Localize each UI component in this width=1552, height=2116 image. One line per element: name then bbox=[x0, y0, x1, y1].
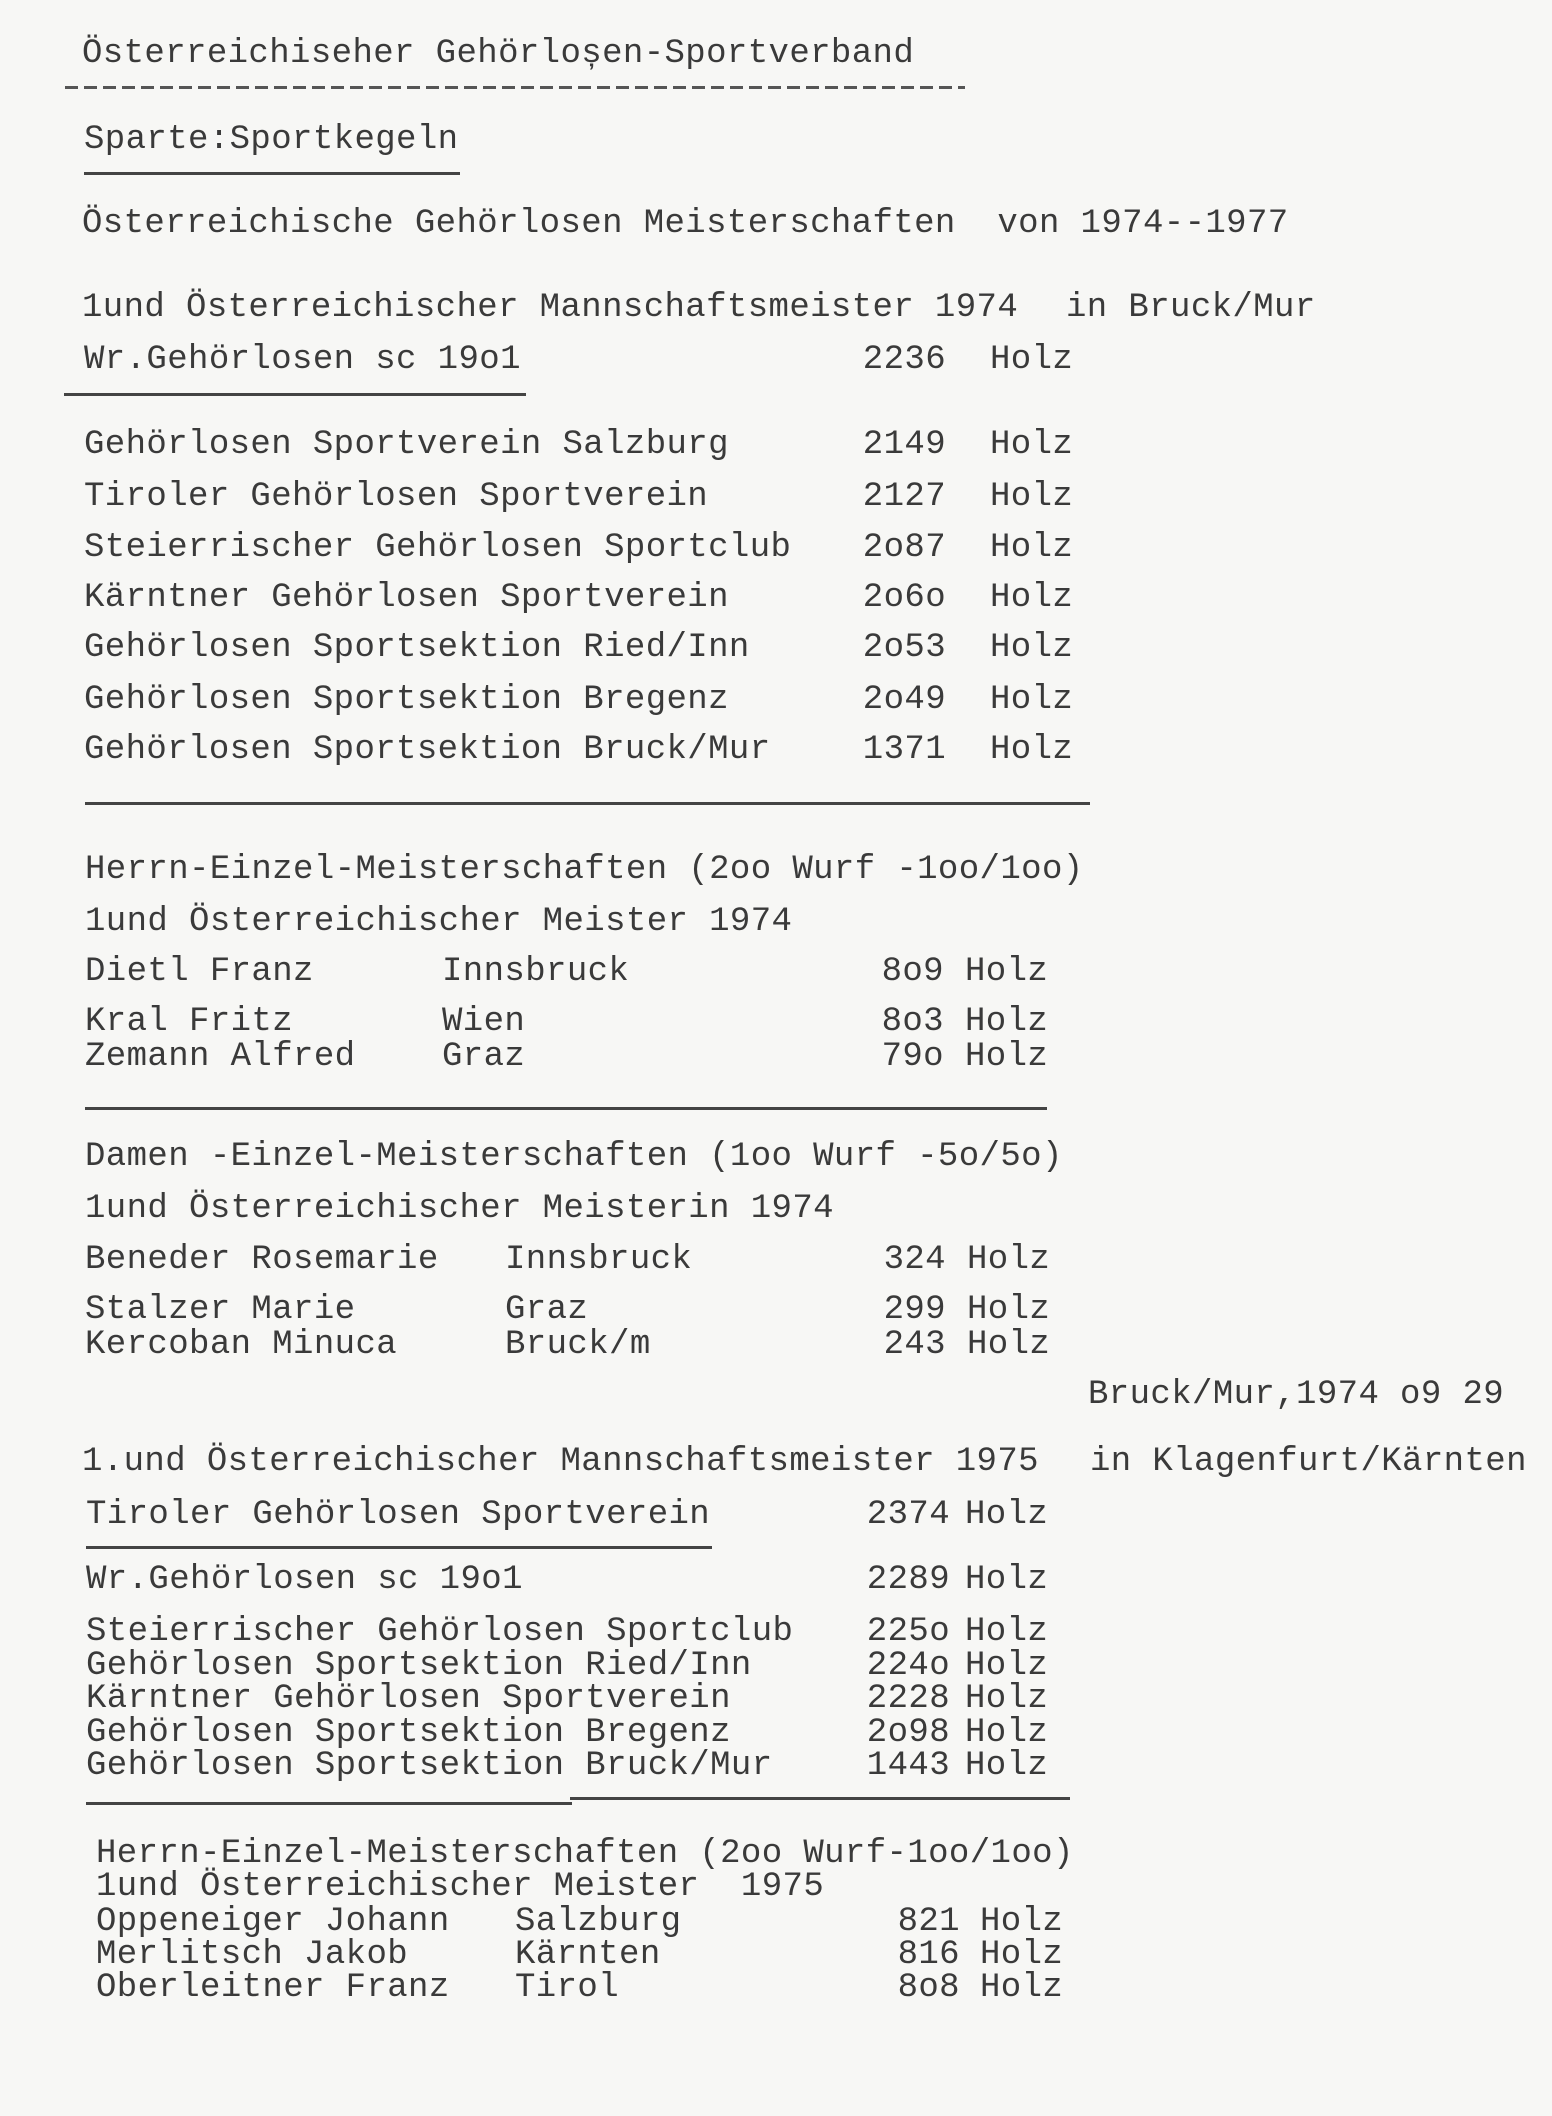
unit-label: Holz bbox=[990, 529, 1074, 567]
player-city: Bruck/m bbox=[505, 1326, 651, 1364]
player-score: 299 bbox=[883, 1291, 946, 1329]
section-divider bbox=[85, 1107, 1047, 1110]
player-name: Dietl Franz bbox=[85, 953, 314, 991]
team-1975-location: in Klagenfurt/Kärnten bbox=[1090, 1443, 1527, 1481]
player-score: 324 bbox=[883, 1241, 946, 1279]
unit-label: Holz bbox=[990, 341, 1074, 379]
team-score: 1443 bbox=[866, 1747, 950, 1785]
team-1974-winner-score: 2236 bbox=[862, 341, 946, 379]
player-name: Oberleitner Franz bbox=[96, 1969, 450, 2007]
player-score: 821 bbox=[897, 1903, 960, 1941]
division-label: Sparte:Sportkegeln bbox=[84, 121, 459, 159]
team-1974-location: in Bruck/Mur bbox=[1066, 289, 1316, 327]
team-name: Gehörlosen Sportsektion Ried/Inn bbox=[84, 629, 750, 667]
team-score: 2o49 bbox=[862, 681, 946, 719]
unit-label: Holz bbox=[967, 1326, 1051, 1364]
team-1974-heading: 1und Österreichischer Mannschaftsmeister 1974 bbox=[82, 289, 1019, 327]
unit-label: Holz bbox=[990, 478, 1074, 516]
team-1975-heading: 1.und Österreichischer Mannschaftsmeister 1975 bbox=[82, 1443, 1039, 1481]
player-score: 243 bbox=[883, 1326, 946, 1364]
team-name: Gehörlosen Sportsektion Bruck/Mur bbox=[84, 731, 771, 769]
unit-label: Holz bbox=[965, 1038, 1049, 1076]
winner-underline bbox=[86, 1546, 712, 1549]
unit-label: Holz bbox=[990, 426, 1074, 464]
section-divider bbox=[570, 1797, 1070, 1800]
section-divider bbox=[86, 1802, 572, 1805]
player-name: Merlitsch Jakob bbox=[96, 1936, 409, 1974]
unit-label: Holz bbox=[980, 1969, 1064, 2007]
team-score: 2228 bbox=[866, 1680, 950, 1718]
unit-label: Holz bbox=[990, 579, 1074, 617]
division-underline bbox=[84, 172, 460, 175]
player-name: Kral Fritz bbox=[85, 1003, 294, 1041]
player-name: Beneder Rosemarie bbox=[85, 1241, 439, 1279]
player-score: 8o8 bbox=[897, 1969, 960, 2007]
team-score: 2o98 bbox=[866, 1714, 950, 1752]
team-name: Gehörlosen Sportsektion Bregenz bbox=[86, 1714, 731, 1752]
men-1975-heading: Herrn-Einzel-Meisterschaften (2oo Wurf-1oo/1oo) bbox=[96, 1835, 1074, 1873]
unit-label: Holz bbox=[990, 629, 1074, 667]
team-name: Gehörlosen Sportverein Salzburg bbox=[84, 426, 729, 464]
player-score: 79o bbox=[881, 1038, 944, 1076]
team-name: Kärntner Gehörlosen Sportverein bbox=[86, 1680, 731, 1718]
unit-label: Holz bbox=[965, 1613, 1049, 1651]
player-city: Tirol bbox=[515, 1969, 620, 2007]
team-name: Steierrischer Gehörlosen Sportclub bbox=[84, 529, 792, 567]
unit-label: Holz bbox=[965, 1714, 1049, 1752]
team-score: 2o87 bbox=[862, 529, 946, 567]
unit-label: Holz bbox=[965, 1561, 1049, 1599]
unit-label: Holz bbox=[990, 731, 1074, 769]
women-1974-subheading: 1und Österreichischer Meisterin 1974 bbox=[85, 1190, 834, 1228]
signature-date: Bruck/Mur,1974 o9 29 bbox=[1088, 1376, 1505, 1414]
document-title: Österreichische Gehörlosen Meisterschaften von 1974--1977 bbox=[82, 205, 1289, 243]
team-score: 2o53 bbox=[862, 629, 946, 667]
player-city: Wien bbox=[442, 1003, 526, 1041]
unit-label: Holz bbox=[965, 1496, 1049, 1534]
team-1974-winner-name: Wr.Gehörlosen sc 19o1 bbox=[84, 341, 521, 379]
unit-label: Holz bbox=[980, 1903, 1064, 1941]
player-score: 8o9 bbox=[881, 953, 944, 991]
team-1975-winner-name: Tiroler Gehörlosen Sportverein bbox=[86, 1496, 711, 1534]
team-name: Kärntner Gehörlosen Sportverein bbox=[84, 579, 729, 617]
team-1975-winner-score: 2374 bbox=[866, 1496, 950, 1534]
unit-label: Holz bbox=[965, 953, 1049, 991]
winner-underline bbox=[64, 393, 526, 396]
player-city: Salzburg bbox=[515, 1903, 682, 1941]
unit-label: Holz bbox=[965, 1003, 1049, 1041]
unit-label: Holz bbox=[965, 1747, 1049, 1785]
player-name: Oppeneiger Johann bbox=[96, 1903, 450, 1941]
player-city: Graz bbox=[505, 1291, 589, 1329]
player-city: Innsbruck bbox=[442, 953, 630, 991]
section-divider bbox=[85, 802, 1090, 805]
team-score: 224o bbox=[866, 1647, 950, 1685]
player-score: 816 bbox=[897, 1936, 960, 1974]
unit-label: Holz bbox=[990, 681, 1074, 719]
unit-label: Holz bbox=[980, 1936, 1064, 1974]
player-name: Zemann Alfred bbox=[85, 1038, 356, 1076]
player-city: Graz bbox=[442, 1038, 526, 1076]
team-name: Gehörlosen Sportsektion Bruck/Mur bbox=[86, 1747, 773, 1785]
player-name: Kercoban Minuca bbox=[85, 1326, 398, 1364]
player-score: 8o3 bbox=[881, 1003, 944, 1041]
team-score: 2149 bbox=[862, 426, 946, 464]
team-score: 2127 bbox=[862, 478, 946, 516]
team-score: 1371 bbox=[862, 731, 946, 769]
team-name: Gehörlosen Sportsektion Bregenz bbox=[84, 681, 729, 719]
unit-label: Holz bbox=[965, 1680, 1049, 1718]
team-score: 2o6o bbox=[862, 579, 946, 617]
men-1974-subheading: 1und Österreichischer Meister 1974 bbox=[85, 903, 793, 941]
player-city: Kärnten bbox=[515, 1936, 661, 1974]
organization-title: Österreichiseher Gehörloșen-Sportverband bbox=[82, 35, 915, 73]
player-city: Innsbruck bbox=[505, 1241, 693, 1279]
unit-label: Holz bbox=[967, 1241, 1051, 1279]
team-name: Steierrischer Gehörlosen Sportclub bbox=[86, 1613, 794, 1651]
women-1974-heading: Damen -Einzel-Meisterschaften (1oo Wurf -5o/5o) bbox=[85, 1138, 1063, 1176]
unit-label: Holz bbox=[965, 1647, 1049, 1685]
player-name: Stalzer Marie bbox=[85, 1291, 356, 1329]
dashed-divider bbox=[65, 86, 965, 89]
team-score: 2289 bbox=[866, 1561, 950, 1599]
team-score: 225o bbox=[866, 1613, 950, 1651]
team-name: Tiroler Gehörlosen Sportverein bbox=[84, 478, 709, 516]
team-name: Gehörlosen Sportsektion Ried/Inn bbox=[86, 1647, 752, 1685]
team-name: Wr.Gehörlosen sc 19o1 bbox=[86, 1561, 523, 1599]
unit-label: Holz bbox=[967, 1291, 1051, 1329]
men-1975-subheading: 1und Österreichischer Meister 1975 bbox=[96, 1868, 825, 1906]
men-1974-heading: Herrn-Einzel-Meisterschaften (2oo Wurf -1oo/1oo) bbox=[85, 851, 1084, 889]
